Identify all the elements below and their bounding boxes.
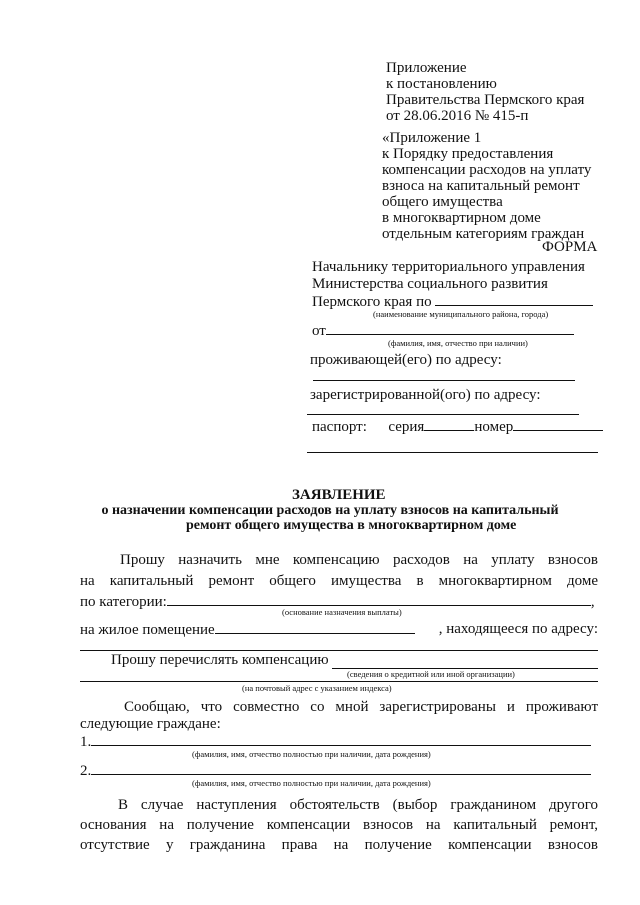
item1-label: 1. (80, 734, 92, 750)
from-line (312, 322, 574, 339)
appendix-line: «Приложение 1 (382, 130, 482, 146)
premises-line (80, 621, 598, 638)
addressee-line3 (312, 293, 593, 310)
premises-right: , находящееся по адресу: (438, 621, 598, 637)
document-title: ЗАЯВЛЕНИЕ (292, 487, 386, 503)
para1-line1: Прошу назначить мне компенсацию расходов на уплату взносов (120, 552, 598, 568)
person-item-1 (80, 733, 591, 750)
number-label: номер (474, 419, 514, 435)
residing-address-field[interactable] (313, 380, 575, 381)
person2-field[interactable] (91, 762, 591, 775)
from-label: от (312, 323, 326, 339)
header-line: к постановлению (386, 76, 497, 92)
series-label: серия (388, 419, 425, 435)
category-label: по категории: (80, 594, 167, 610)
passport-series-field[interactable] (424, 418, 474, 431)
registered-label: зарегистрированной(ого) по адресу: (310, 387, 541, 403)
para3-line1: Сообщаю, что совместно со мной зарегистрированы и проживают (124, 699, 598, 715)
para4-line2: основания на получение компенсации взносов на капитальный ремонт, (80, 817, 598, 833)
passport-extra-field[interactable] (307, 452, 598, 453)
appendix-line: общего имущества (382, 194, 503, 210)
residing-label: проживающей(его) по адресу: (310, 352, 502, 368)
premises-left: на жилое помещение (80, 622, 215, 638)
appendix-block (382, 130, 591, 242)
category-field[interactable] (167, 593, 591, 606)
header-line: Приложение (386, 60, 467, 76)
person1-field[interactable] (91, 733, 591, 746)
passport-number-field[interactable] (513, 418, 603, 431)
hint-municipality: (наименование муниципального района, города) (373, 309, 549, 319)
transfer-line: Прошу перечислять компенсацию (111, 652, 329, 668)
para3-line2: следующие граждане: (80, 716, 221, 732)
item2-label: 2. (80, 763, 92, 779)
applicant-name-field[interactable] (326, 322, 574, 335)
appendix-line: компенсации расходов на уплату (382, 162, 592, 178)
premises-address-field[interactable] (80, 650, 598, 651)
transfer-address-field[interactable] (80, 681, 598, 682)
para1-line2: на капитальный ремонт общего имущества в многоквартирном доме (80, 573, 598, 589)
para4-line1: В случае наступления обстоятельств (выбор гражданином другого (118, 797, 598, 813)
hint-basis: (основание назначения выплаты) (282, 607, 402, 617)
comma: , (590, 594, 595, 610)
hint-postal: (на почтовый адрес с указанием индекса) (242, 683, 392, 693)
passport-label: паспорт: (312, 419, 367, 435)
header-block (386, 60, 584, 124)
hint-person-1: (фамилия, имя, отчество полностью при наличии, дата рождения) (192, 749, 431, 759)
addressee-line2: Министерства социального развития (312, 276, 548, 292)
registered-address-field[interactable] (307, 414, 579, 415)
title-sub1: о назначении компенсации расходов на уплату взносов на капитальный (101, 503, 559, 518)
hint-name: (фамилия, имя, отчество при наличии) (388, 338, 528, 348)
hint-person-2: (фамилия, имя, отчество полностью при наличии, дата рождения) (192, 778, 431, 788)
passport-line (312, 418, 603, 435)
appendix-line: отдельным категориям граждан (382, 226, 585, 242)
header-line: от 28.06.2016 № 415-п (386, 108, 529, 124)
person-item-2 (80, 762, 591, 779)
para4-line3: отсутствие у гражданина права на получение компенсации взносов (80, 837, 598, 853)
municipality-field[interactable] (435, 293, 593, 306)
addressee-line3-label: Пермского края по (312, 294, 432, 310)
appendix-line: в многоквартирном доме (382, 210, 541, 226)
appendix-line: к Порядку предоставления (382, 146, 554, 162)
title-sub2: ремонт общего имущества в многоквартирном доме (186, 518, 517, 533)
addressee-line1: Начальнику территориального управления (312, 259, 585, 275)
header-line: Правительства Пермского края (386, 92, 585, 108)
hint-credit: (сведения о кредитной или иной организации) (347, 669, 515, 679)
premises-field[interactable] (215, 621, 415, 634)
appendix-line: взноса на капитальный ремонт (382, 178, 580, 194)
form-label: ФОРМА (542, 239, 598, 255)
